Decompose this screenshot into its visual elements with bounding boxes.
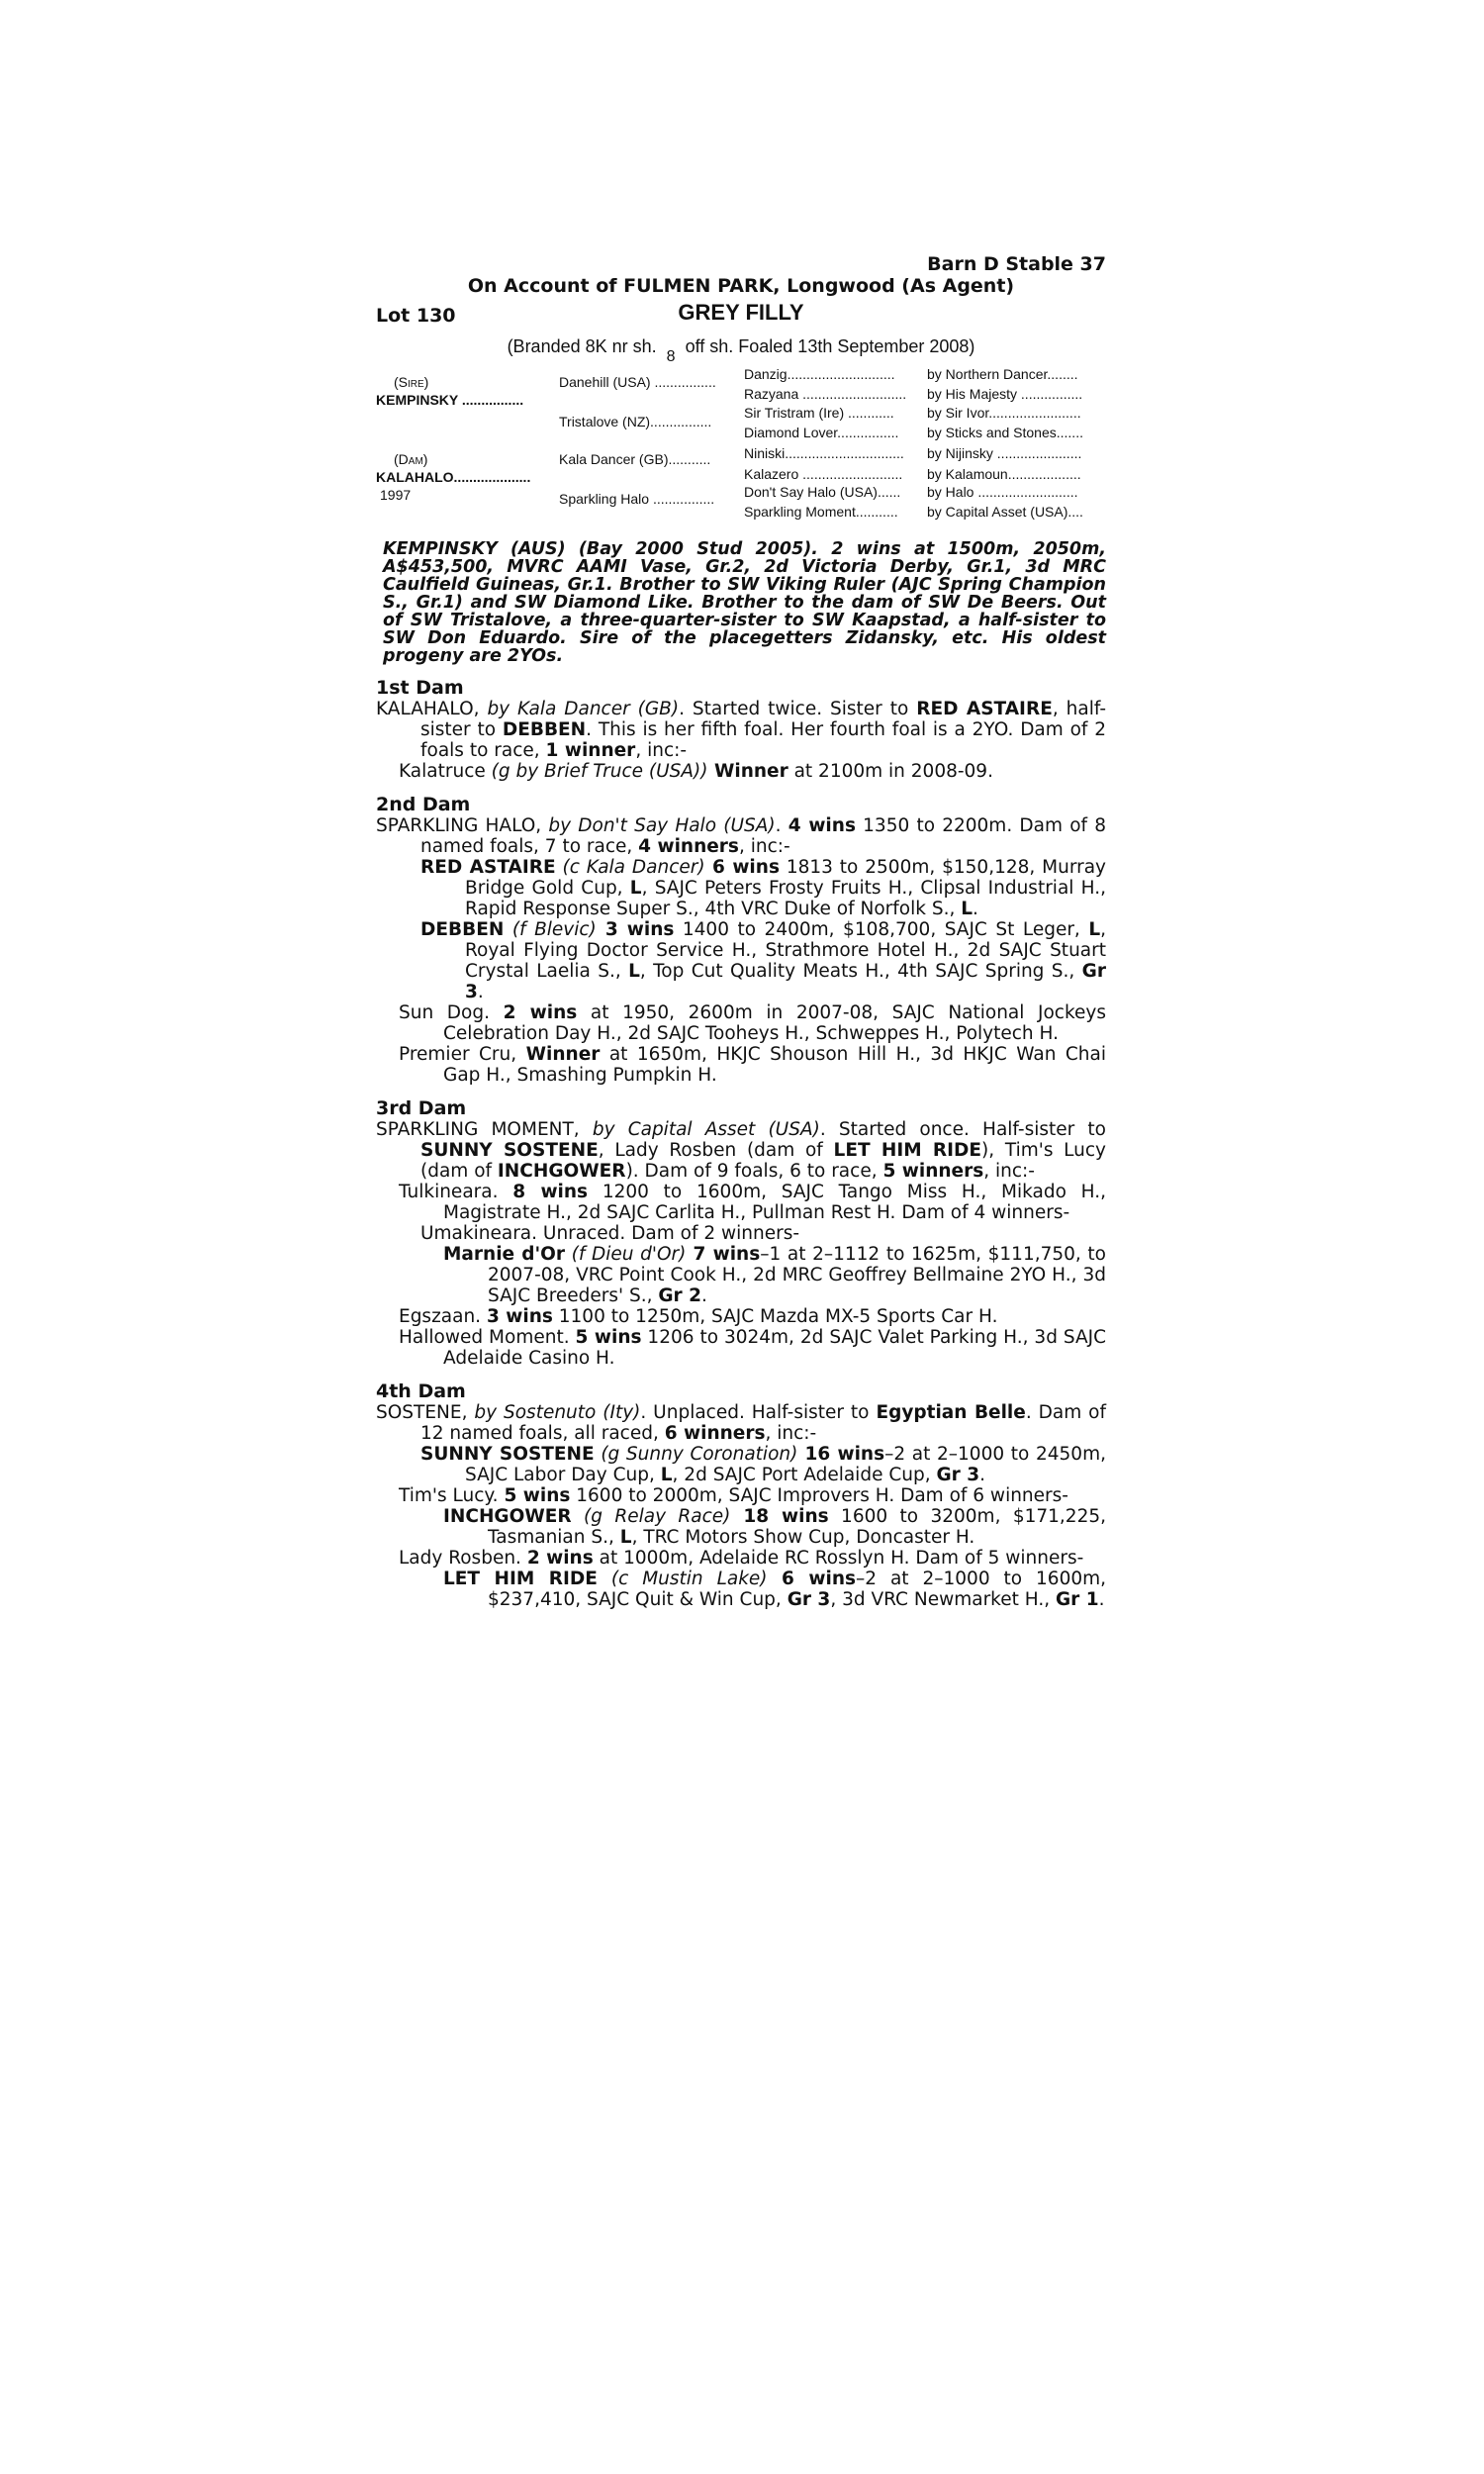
- pedigree-gen3: Don't Say Halo (USA)......: [744, 484, 901, 500]
- txt: , inc:-: [738, 836, 790, 857]
- txt-bold: Marnie d'Or: [443, 1244, 566, 1265]
- section-heading: 1st Dam: [376, 677, 464, 699]
- pedigree-gen4: by Nijinsky ......................: [927, 445, 1082, 461]
- txt: , TRC Motors Show Cup, Doncaster H.: [631, 1527, 975, 1548]
- progeny-entry: [376, 1327, 1106, 1369]
- pedigree-gen2: Kala Dancer (GB)...........: [559, 451, 711, 467]
- gen2-name: Kala Dancer (GB): [559, 451, 669, 467]
- txt-bold: 4 wins: [788, 815, 856, 836]
- pedigree-gen2: Tristalove (NZ)................: [559, 414, 712, 429]
- txt: SPARKLING MOMENT,: [376, 1119, 593, 1140]
- txt: .: [775, 815, 788, 836]
- pedigree-gen4: by Halo ..........................: [927, 484, 1078, 500]
- gen3-name: Razyana: [744, 386, 799, 402]
- txt: ). Dam of 9 foals, 6 to race,: [625, 1161, 883, 1182]
- txt: , 3d VRC Newmarket H.,: [830, 1589, 1056, 1610]
- gen4-name: by His Majesty: [927, 386, 1018, 402]
- pedigree-gen2: Sparkling Halo ................: [559, 491, 715, 507]
- txt: , SAJC Peters Frosty Fruits H., Clipsal Industrial H., Rapid Response Super S., 4th VRC Duke of Norfolk S.,: [465, 878, 1106, 919]
- txt: 1813 to 2500m, $150,128, Murray Bridge Gold Cup,: [465, 857, 1107, 899]
- txt-italic: by Don't Say Halo (USA): [548, 815, 776, 836]
- txt-bold: 2 wins: [503, 1002, 578, 1023]
- gen3-name: Don't Say Halo (USA): [744, 484, 878, 500]
- txt-bold: RED ASTAIRE: [916, 699, 1053, 719]
- txt-italic: by Capital Asset (USA): [592, 1119, 820, 1140]
- txt: 1350 to 2200m. Dam of 8 named foals, 7 to race,: [420, 815, 1107, 857]
- txt-italic: (g Relay Race): [571, 1506, 731, 1527]
- third-dam-section: [376, 1097, 1106, 1369]
- pedigree-gen3: Diamond Lover................: [744, 425, 899, 440]
- gen4-name: by Nijinsky: [927, 445, 993, 461]
- barn-stable: Barn D Stable 37: [927, 253, 1106, 275]
- txt-bold: L: [628, 961, 640, 982]
- txt-italic: (c Mustin Lake): [597, 1569, 768, 1589]
- progeny-entry: Umakineara. Unraced. Dam of 2 winners-: [420, 1223, 800, 1244]
- pedigree-gen2: Danehill (USA) ................: [559, 374, 716, 390]
- txt-bold: Gr 2: [658, 1285, 701, 1306]
- progeny-entry: [376, 1444, 1106, 1485]
- txt: . This is her fifth foal. Her fourth foal is a 2YO. Dam of 2 foals to race,: [420, 719, 1106, 761]
- txt-bold: DEBBEN: [420, 919, 505, 940]
- txt-bold: SUNNY SOSTENE: [420, 1140, 599, 1161]
- txt: . Started once. Half-sister to: [819, 1119, 1106, 1140]
- txt-bold: 5 wins: [575, 1327, 642, 1348]
- pedigree-gen4: by Sir Ivor........................: [927, 405, 1081, 421]
- progeny-entry: [376, 1569, 1106, 1610]
- progeny-entry: [376, 919, 1106, 1002]
- brand-text: (Branded 8K nr sh.: [507, 336, 657, 356]
- txt-bold: L: [1088, 919, 1101, 940]
- pedigree-gen3: Niniski...............................: [744, 445, 904, 461]
- foaled-text: off sh. Foaled 13th September 2008): [685, 336, 975, 356]
- txt: .: [1098, 1589, 1105, 1610]
- txt-bold: 16 wins: [797, 1444, 885, 1465]
- gen4-name: by Capital Asset (USA): [927, 504, 1068, 520]
- txt: .: [701, 1285, 707, 1306]
- txt: –2 at 2–1000 to 2450m, SAJC Labor Day Cup,: [465, 1444, 1106, 1485]
- dam-paragraph: [376, 1119, 1106, 1182]
- dam-paragraph: [376, 815, 1106, 857]
- txt-italic: (f Dieu d'Or): [565, 1244, 687, 1265]
- txt-bold: 3 wins: [596, 919, 675, 940]
- pedigree-gen3: Razyana ...........................: [744, 386, 907, 402]
- dam-year: 1997: [380, 487, 412, 503]
- pedigree-gen4: by Capital Asset (USA)....: [927, 504, 1083, 520]
- txt-bold: 4 winners: [638, 836, 739, 857]
- txt: at 1000m, Adelaide RC Rosslyn H. Dam of 5 winners-: [593, 1548, 1084, 1569]
- sire-name: KEMPINSKY ................: [376, 392, 524, 408]
- gen3-name: Kalazero: [744, 466, 799, 482]
- sire-name-text: KEMPINSKY: [376, 392, 458, 408]
- txt-italic: (g Sunny Coronation): [594, 1444, 798, 1465]
- dam-name: KALAHALO....................: [376, 469, 531, 485]
- txt-bold: 8 wins: [512, 1182, 589, 1202]
- txt-bold: RED ASTAIRE: [420, 857, 556, 878]
- txt: . Started twice. Sister to: [679, 699, 917, 719]
- pedigree-gen3: Kalazero ..........................: [744, 466, 903, 482]
- txt: , Top Cut Quality Meats H., 4th SAJC Spring S.,: [639, 961, 1082, 982]
- progeny-entry: [376, 1002, 1106, 1044]
- pedigree-gen4: by Sticks and Stones.......: [927, 425, 1083, 440]
- pedigree-gen3: Danzig............................: [744, 366, 895, 382]
- txt: , inc:-: [635, 740, 688, 761]
- txt-bold: 5 wins: [504, 1485, 571, 1506]
- txt: ), Tim's Lucy (dam of: [420, 1140, 1107, 1182]
- txt: at 2100m in 2008-09.: [788, 761, 993, 782]
- txt: .: [973, 899, 978, 919]
- txt: KALAHALO,: [376, 699, 488, 719]
- gen2-name: Sparkling Halo: [559, 491, 650, 507]
- brand-foaled-line: [376, 336, 1106, 365]
- txt: .: [979, 1465, 985, 1485]
- dam-name-text: KALAHALO: [376, 469, 454, 485]
- gen3-name: Danzig: [744, 366, 788, 382]
- txt: , inc:-: [983, 1161, 1035, 1182]
- pedigree-gen4: by Northern Dancer........: [927, 366, 1078, 382]
- txt-bold: DEBBEN: [502, 719, 587, 740]
- sire-label: (Sire): [394, 374, 429, 390]
- pedigree-gen3: Sparkling Moment...........: [744, 504, 898, 520]
- txt-bold: LET HIM RIDE: [443, 1569, 598, 1589]
- lot-header: [376, 247, 1106, 366]
- catalogue-page: [376, 247, 1106, 1610]
- lot-number: Lot 130: [376, 305, 456, 327]
- txt: 1600 to 3200m, $171,225, Tasmanian S.,: [488, 1506, 1106, 1548]
- section-heading: 3rd Dam: [376, 1097, 467, 1119]
- txt: Egszaan.: [399, 1306, 487, 1327]
- pedigree-gen3: Sir Tristram (Ire) ............: [744, 405, 894, 421]
- txt: SOSTENE,: [376, 1402, 475, 1423]
- gen4-name: by Sir Ivor: [927, 405, 989, 421]
- progeny-entry: [376, 1306, 1106, 1327]
- txt: 1206 to 3024m, 2d SAJC Valet Parking H., 3d SAJC Adelaide Casino H.: [443, 1327, 1106, 1369]
- txt: 1100 to 1250m, SAJC Mazda MX-5 Sports Car H.: [552, 1306, 998, 1327]
- txt: Tulkineara.: [399, 1182, 513, 1202]
- progeny-entry: [376, 1044, 1106, 1086]
- section-heading: 4th Dam: [376, 1380, 466, 1402]
- txt: , inc:-: [765, 1423, 817, 1444]
- txt-bold: INCHGOWER: [497, 1161, 626, 1182]
- txt: Lady Rosben.: [399, 1548, 527, 1569]
- txt-bold: 6 wins: [704, 857, 780, 878]
- txt-bold: 5 winners: [882, 1161, 984, 1182]
- progeny-entry: [376, 1506, 1106, 1548]
- dam-paragraph: [376, 1402, 1106, 1444]
- txt: at 1650m, HKJC Shouson Hill H., 3d HKJC Wan Chai Gap H., Smashing Pumpkin H.: [443, 1044, 1107, 1086]
- sire-summary: KEMPINSKY (AUS) (Bay 2000 Stud 2005). 2 wins at 1500m, 2050m, A$453,500, MVRC AAMI Vase, Gr.2, 2d Victoria Derby, Gr.1, 3d MRC Caulfield Guineas, Gr.1. Brother to SW Viking Ruler (AJC Spring Champion S., Gr.1) and SW Diamond Like. Brother to the dam of SW De Beers. Out of SW Tristalove, a three-quarter-sister to SW Kaapstad, a half-sister to SW Don Eduardo. Sire of the placegetters Zidansky, etc. His oldest progeny are 2YOs.: [383, 539, 1106, 666]
- gen3-name: Niniski: [744, 445, 786, 461]
- txt-bold: 7 wins: [686, 1244, 761, 1265]
- txt: . Unplaced. Half-sister to: [640, 1402, 877, 1423]
- txt: , Royal Flying Doctor Service H., Strathmore Hotel H., 2d SAJC Stuart Crystal Laelia S.,: [465, 919, 1106, 982]
- txt-bold: L: [629, 878, 642, 899]
- txt-bold: 2 wins: [526, 1548, 594, 1569]
- lot-title: GREY FILLY: [678, 300, 804, 325]
- vendor-account: On Account of FULMEN PARK, Longwood (As Agent): [467, 275, 1015, 297]
- txt: at 1950, 2600m in 2007-08, SAJC National Jockeys Celebration Day H., 2d SAJC Tooheys H., Schweppes H., Polytech H.: [443, 1002, 1106, 1044]
- txt: –1 at 2–1112 to 1625m, $111,750, to 2007-08, VRC Point Cook H., 2d MRC Geoffrey Bellmaine 2YO H., 3d SAJC Breeders' S.,: [488, 1244, 1106, 1306]
- txt: 1400 to 2400m, $108,700, SAJC St Leger,: [674, 919, 1089, 940]
- gen4-name: by Halo: [927, 484, 974, 500]
- gen4-name: by Sticks and Stones: [927, 425, 1057, 440]
- fourth-dam-section: [376, 1380, 1106, 1610]
- txt: Kalatruce: [399, 761, 492, 782]
- section-heading: 2nd Dam: [376, 794, 471, 815]
- progeny-entry: [376, 1182, 1106, 1223]
- txt: , Lady Rosben (dam of: [598, 1140, 834, 1161]
- gen3-name: Sparkling Moment: [744, 504, 856, 520]
- txt-bold: INCHGOWER: [443, 1506, 572, 1527]
- txt: , half-sister to: [420, 699, 1107, 740]
- pedigree-gen4: by Kalamoun...................: [927, 466, 1081, 482]
- txt-bold: Gr 3: [787, 1589, 831, 1610]
- txt: .: [477, 982, 484, 1002]
- progeny-entry: [376, 1485, 1106, 1506]
- txt-bold: L: [619, 1527, 632, 1548]
- txt-italic: (c Kala Dancer): [555, 857, 705, 878]
- pedigree-table: [376, 366, 1106, 532]
- txt-bold: Winner: [525, 1044, 601, 1065]
- txt-italic: by Kala Dancer (GB): [487, 699, 680, 719]
- txt: Hallowed Moment.: [399, 1327, 576, 1348]
- txt: Sun Dog.: [399, 1002, 504, 1023]
- txt-bold: Gr 3: [936, 1465, 980, 1485]
- txt: Tim's Lucy.: [399, 1485, 505, 1506]
- txt-bold: Winner: [707, 761, 788, 782]
- txt-italic: (f Blevic): [504, 919, 597, 940]
- gen4-name: by Kalamoun: [927, 466, 1008, 482]
- txt-bold: 6 winners: [664, 1423, 766, 1444]
- pedigree-gen4: by His Majesty ................: [927, 386, 1083, 402]
- txt-bold: Egyptian Belle: [876, 1402, 1026, 1423]
- txt: SPARKLING HALO,: [376, 815, 549, 836]
- txt-bold: L: [961, 899, 974, 919]
- brand-subscript: 8: [666, 348, 676, 365]
- txt: Premier Cru,: [399, 1044, 526, 1065]
- gen4-name: by Northern Dancer: [927, 366, 1048, 382]
- txt-bold: 3 wins: [486, 1306, 553, 1327]
- txt: 1600 to 2000m, SAJC Improvers H. Dam of 6 winners-: [570, 1485, 1068, 1506]
- gen2-name: Danehill (USA): [559, 374, 651, 390]
- txt-bold: LET HIM RIDE: [833, 1140, 982, 1161]
- txt-bold: L: [660, 1465, 673, 1485]
- progeny-entry: [376, 1244, 1106, 1306]
- second-dam-section: [376, 794, 1106, 1086]
- txt: –2 at 2–1000 to 1600m, $237,410, SAJC Quit & Win Cup,: [488, 1569, 1107, 1610]
- txt-bold: 18 wins: [730, 1506, 829, 1527]
- dam-label: (Dam): [394, 451, 428, 467]
- gen3-name: Sir Tristram (Ire): [744, 405, 845, 421]
- txt-bold: Gr 3: [465, 961, 1106, 1002]
- txt: 1200 to 1600m, SAJC Tango Miss H., Mikado H., Magistrate H., 2d SAJC Carlita H., Pullman Rest H. Dam of 4 winners-: [443, 1182, 1107, 1223]
- txt: . Dam of 12 named foals, all raced,: [420, 1402, 1106, 1444]
- progeny-entry: [376, 761, 1106, 782]
- txt: , 2d SAJC Port Adelaide Cup,: [672, 1465, 937, 1485]
- progeny-entry: [376, 1548, 1106, 1569]
- gen2-name: Tristalove (NZ): [559, 414, 651, 429]
- first-dam-section: [376, 677, 1106, 782]
- gen3-name: Diamond Lover: [744, 425, 838, 440]
- txt-bold: 1 winner: [545, 740, 636, 761]
- dam-paragraph: [376, 699, 1106, 761]
- progeny-entry: [376, 857, 1106, 919]
- txt-italic: (g by Brief Truce (USA)): [491, 761, 708, 782]
- txt-bold: 6 wins: [767, 1569, 857, 1589]
- txt-bold: Gr 1: [1055, 1589, 1099, 1610]
- txt-bold: SUNNY SOSTENE: [420, 1444, 595, 1465]
- txt-italic: by Sostenuto (Ity): [474, 1402, 641, 1423]
